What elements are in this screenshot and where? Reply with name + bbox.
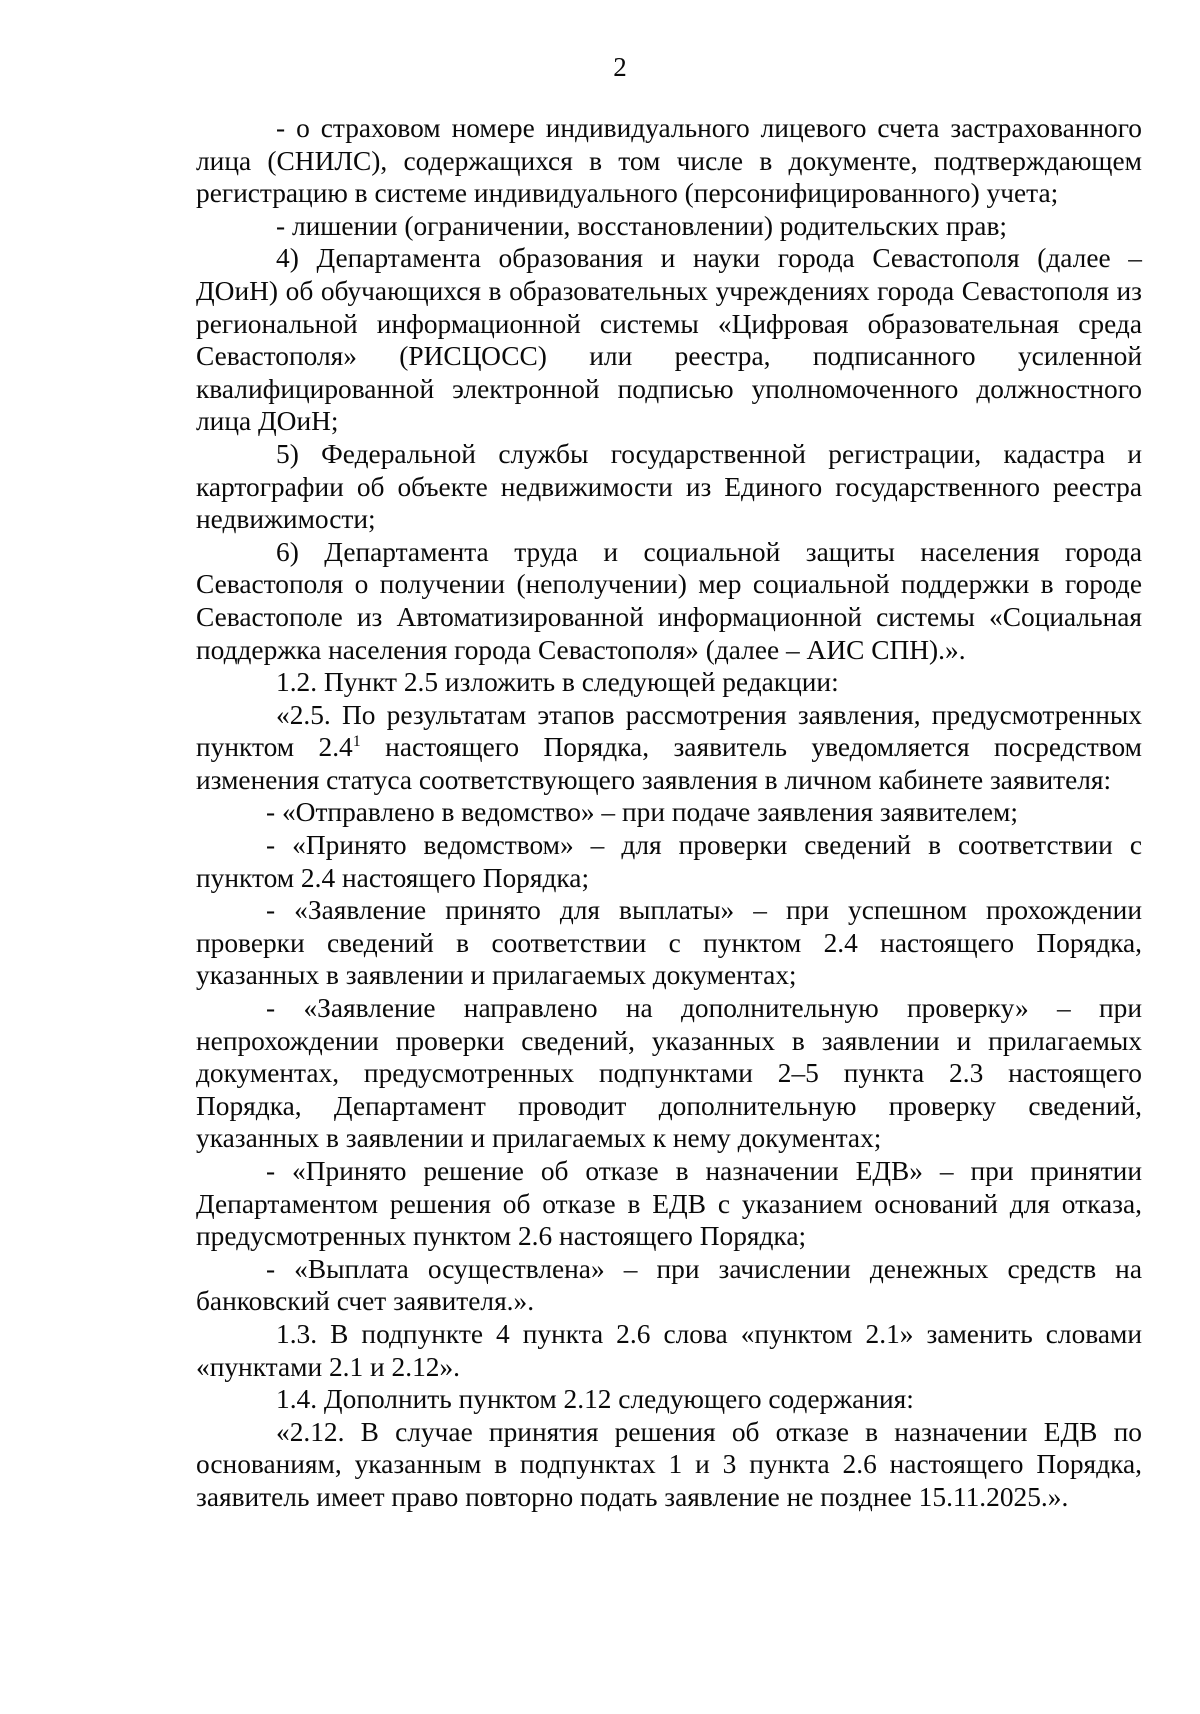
paragraph xyxy=(196,796,1142,829)
paragraph xyxy=(196,699,1142,797)
paragraph xyxy=(196,666,1142,699)
paragraph-text: 5) Федеральной службы государственной регистрации, кадастра и картографии об объекте недвижимости из Единого государственного реестра недвижимости; xyxy=(196,438,1142,535)
paragraph-text: «2.12. В случае принятия решения об отказе в назначении ЕДВ по основаниям, указанным в подпунктах 1 и 3 пункта 2.6 настоящего Порядка, заявитель имеет право повторно подать заявление не позднее 15.11.2025.». xyxy=(196,1416,1142,1512)
page-number: 2 xyxy=(613,52,627,82)
paragraph xyxy=(196,1253,1142,1318)
paragraph xyxy=(196,1383,1142,1416)
document-body xyxy=(196,112,1142,1514)
paragraph-text: - «Отправлено в ведомство» – при подаче заявления заявителем; xyxy=(266,797,1018,828)
paragraph xyxy=(196,242,1142,438)
paragraph-text: 6) Департамента труда и социальной защиты населения города Севастополя о получении (неполучении) мер социальной поддержки в городе Севастополе из Автоматизированной информационной системы «Социальная поддержка населения города Севастополя» (далее – АИС СПН).». xyxy=(196,536,1142,665)
paragraph-text: - лишении (ограничении, восстановлении) родительских прав; xyxy=(276,210,1007,241)
paragraph-text: 4) Департамента образования и науки города Севастополя (далее – ДОиН) об обучающихся в образовательных учреждениях города Севастополя из региональной информационной системы «Цифровая образовательная среда Севастополя» (РИСЦОСС) или реестра, подписанного усиленной квалифицированной электронной подписью уполномоченного должностного лица ДОиН; xyxy=(196,243,1142,437)
paragraph-text: - «Принято ведомством» – для проверки сведений в соответствии с пунктом 2.4 настоящего Порядка; xyxy=(196,830,1142,893)
paragraph xyxy=(196,829,1142,894)
paragraph xyxy=(196,992,1142,1155)
paragraph xyxy=(196,1318,1142,1383)
paragraph-text: - о страховом номере индивидуального лицевого счета застрахованного лица (СНИЛС), содержащихся в том числе в документе, подтверждающем регистрацию в системе индивидуального (персонифицированного) учета; xyxy=(196,113,1142,209)
paragraph xyxy=(196,438,1142,536)
paragraph xyxy=(196,1416,1142,1514)
paragraph xyxy=(196,1155,1142,1253)
paragraph-text: 1.2. Пункт 2.5 изложить в следующей редакции: xyxy=(276,667,839,698)
paragraph-text: - «Заявление принято для выплаты» – при успешном прохождении проверки сведений в соответствии с пунктом 2.4 настоящего Порядка, указанных в заявлении и прилагаемых документах; xyxy=(196,895,1142,991)
paragraph-text-tail: настоящего Порядка, заявитель уведомляется посредством изменения статуса соответствующего заявления в личном кабинете заявителя: xyxy=(196,732,1142,795)
paragraph xyxy=(196,210,1142,243)
paragraph xyxy=(196,536,1142,666)
paragraph-text: «2.5. По результатам этапов рассмотрения заявления, предусмотренных пунктом 2.4 xyxy=(196,699,1142,763)
footnote-superscript: 1 xyxy=(352,733,361,751)
paragraph xyxy=(196,894,1142,992)
paragraph-text: 1.4. Дополнить пунктом 2.12 следующего содержания: xyxy=(276,1384,914,1415)
paragraph-text: - «Принято решение об отказе в назначении ЕДВ» – при принятии Департаментом решения об отказе в ЕДВ с указанием оснований для отказа, предусмотренных пунктом 2.6 настоящего Порядка; xyxy=(196,1156,1142,1252)
paragraph-text: - «Заявление направлено на дополнительную проверку» – при непрохождении проверки сведений, указанных в заявлении и прилагаемых документах, предусмотренных подпунктами 2–5 пункта 2.3 настоящего Порядка, Департамент проводит дополнительную проверку сведений, указанных в заявлении и прилагаемых к нему документах; xyxy=(196,993,1142,1154)
paragraph-text: - «Выплата осуществлена» – при зачислении денежных средств на банковский счет заявителя.». xyxy=(196,1253,1142,1317)
paragraph xyxy=(196,112,1142,210)
paragraph-text: 1.3. В подпункте 4 пункта 2.6 слова «пунктом 2.1» заменить словами «пунктами 2.1 и 2.12». xyxy=(196,1318,1142,1382)
